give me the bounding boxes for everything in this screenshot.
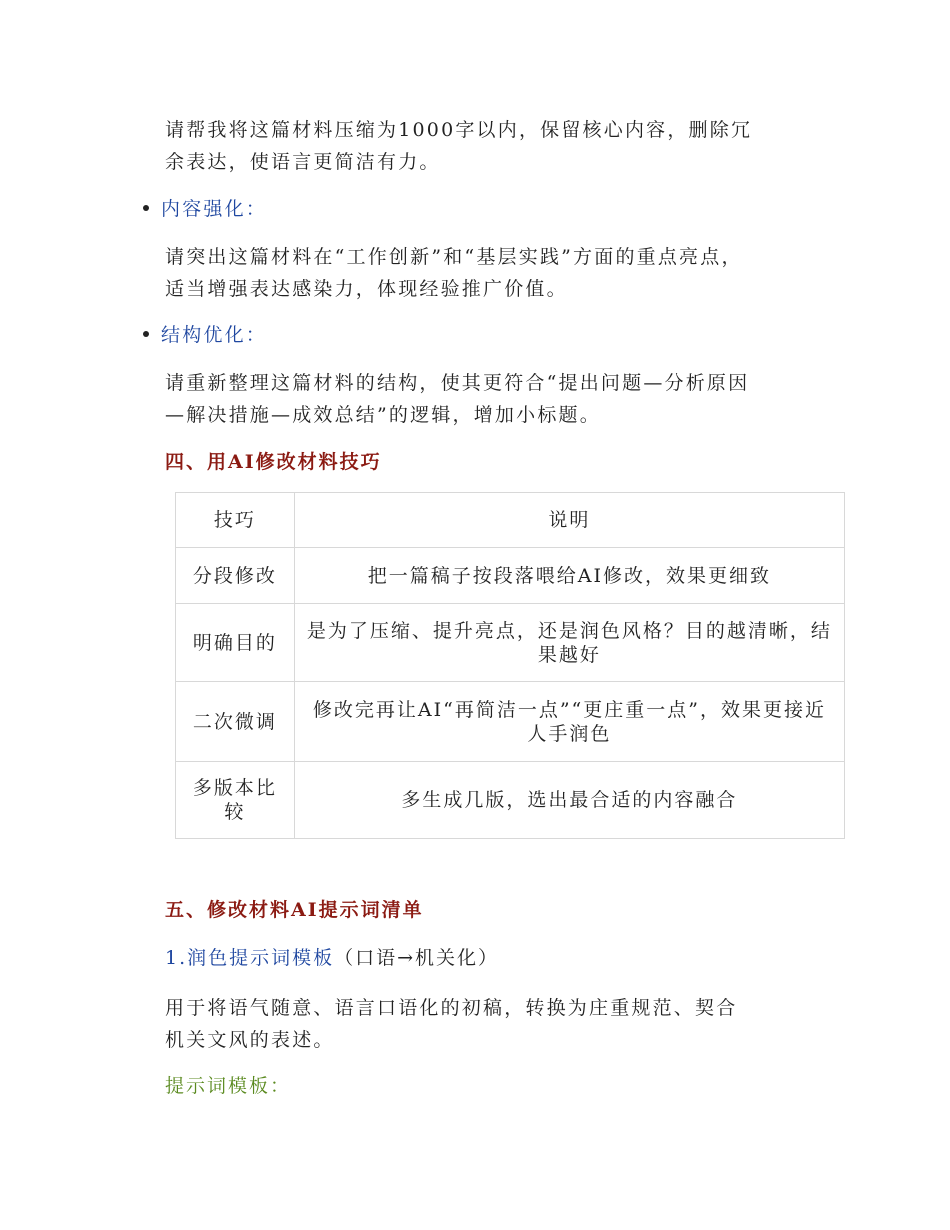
table-cell-desc: 是为了压缩、提升亮点，还是润色风格？目的越清晰，结果越好: [294, 604, 844, 682]
table-row: [176, 682, 845, 762]
bullet-content-strengthening: [143, 193, 267, 225]
content-strengthening-paragraph: [165, 241, 805, 305]
section-5-heading: 五、修改材料AI提示词清单: [165, 899, 424, 921]
template-label: 提示词模板：: [165, 1075, 292, 1097]
bullet-content-label: 内容强化：: [161, 198, 268, 220]
tips-table: [175, 492, 845, 839]
intro-line-2: 余表达，使语言更简洁有力。: [165, 151, 441, 173]
table-header-row: [176, 493, 845, 548]
bullet-structure-optimization: [143, 319, 267, 351]
polish-description-paragraph: [165, 992, 805, 1056]
subheading-polish-template: [165, 942, 499, 974]
table-cell-tip: 多版本比较: [176, 762, 295, 839]
table-header-desc: 说明: [294, 493, 844, 548]
intro-line-1: 请帮我将这篇材料压缩为1000字以内，保留核心内容，删除冗: [165, 119, 753, 141]
section-4-heading: 四、用AI修改材料技巧: [165, 451, 382, 473]
table-cell-tip: 明确目的: [176, 604, 295, 682]
table-row: [176, 604, 845, 682]
table-cell-tip: 二次微调: [176, 682, 295, 762]
polish-desc-line-2: 机关文风的表述。: [165, 1029, 335, 1051]
bullet-structure-label: 结构优化：: [161, 324, 268, 346]
table-cell-desc: 修改完再让AI“再简洁一点”“更庄重一点”，效果更接近人手润色: [294, 682, 844, 762]
subheading-polish-paren: （口语→机关化）: [334, 947, 500, 969]
intro-paragraph: [165, 114, 805, 178]
content-line-1: 请突出这篇材料在“工作创新”和“基层实践”方面的重点亮点，: [165, 246, 743, 268]
table-row: [176, 548, 845, 604]
bullet-dot-icon: [143, 205, 149, 211]
structure-line-2: —解决措施—成效总结”的逻辑，增加小标题。: [165, 404, 601, 426]
bullet-dot-icon: [143, 331, 149, 337]
subheading-polish-label: 1.润色提示词模板: [165, 947, 335, 969]
table-cell-desc: 把一篇稿子按段落喂给AI修改，效果更细致: [294, 548, 844, 604]
table-header-tip: 技巧: [176, 493, 295, 548]
content-line-2: 适当增强表达感染力，体现经验推广价值。: [165, 278, 568, 300]
table-cell-desc: 多生成几版，选出最合适的内容融合: [294, 762, 844, 839]
table-cell-tip: 分段修改: [176, 548, 295, 604]
table-row: [176, 762, 845, 839]
structure-line-1: 请重新整理这篇材料的结构，使其更符合“提出问题—分析原因: [165, 372, 750, 394]
polish-desc-line-1: 用于将语气随意、语言口语化的初稿，转换为庄重规范、契合: [165, 997, 738, 1019]
structure-optimization-paragraph: [165, 367, 805, 431]
